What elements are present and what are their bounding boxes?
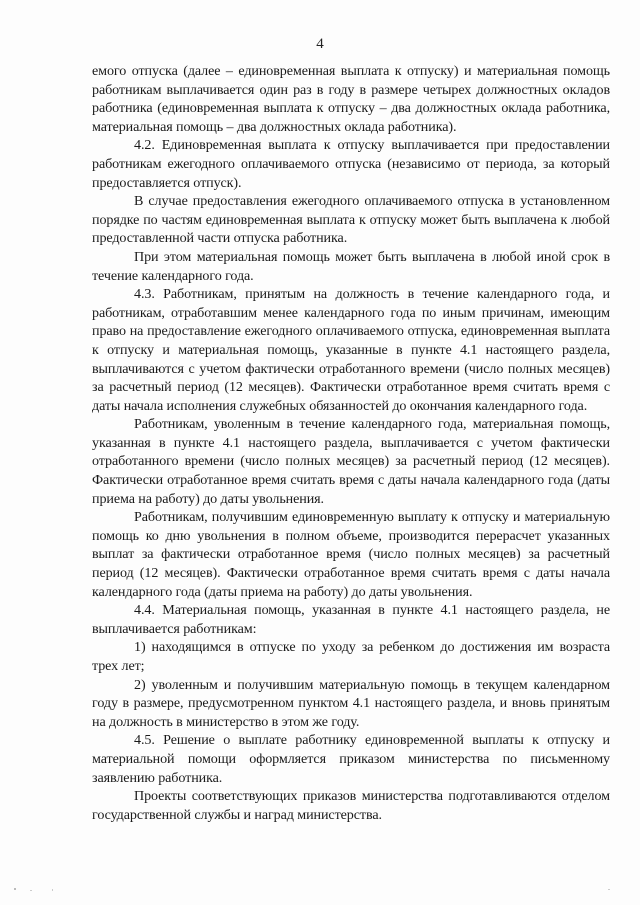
paragraph-material-help-timing: При этом материальная помощь может быть выплачена в любой иной срок в течение календарного года. bbox=[92, 248, 610, 284]
paragraph-partial-leave: В случае предоставления ежегодного оплачиваемого отпуска в установленном порядке по частям единовременная выплата к отпуску может быть выплачена к любой предоставленной части отпуска работника. bbox=[92, 193, 610, 247]
page-number: 4 bbox=[316, 36, 324, 52]
list-item-2: 2) уволенным и получившим материальную помощь в текущем календарном году в размере, предусмотренном пунктом 4.1 настоящего раздела, и вновь принятым на должность в министерство в этом же году. bbox=[92, 676, 610, 730]
scan-speck bbox=[52, 889, 53, 891]
paragraph-4-3: 4.3. Работникам, принятым на должность в течение календарного года, и работникам, отработавшим менее календарного года по иным причинам, имеющим право на предоставление ежегодного оплачиваемого отпуска, единовременная выплата к отпуску и материальная помощь, указанные в пункте 4.1 настоящего раздела, выплачиваются с учетом фактически отработанного времени (число полных месяцев) за расчетный период (12 месяцев). Фактически отработанное время считать время с даты начала исполнения служебных обязанностей до окончания календарного года. bbox=[92, 286, 610, 414]
paragraph-4-2: 4.2. Единовременная выплата к отпуску выплачивается при предоставлении работникам ежегодного оплачиваемого отпуска (независимо от периода, за который предоставляется отпуск). bbox=[92, 137, 610, 191]
paragraph-recalculation: Работникам, получившим единовременную выплату к отпуску и материальную помощь ко дню увольнения в полном объеме, производится перерасчет указанных выплат за фактически отработанное время (число полных месяцев) за расчетный период (12 месяцев). Фактически отработанное время считать время с даты начала календарного года (даты приема на работу) до даты увольнения. bbox=[92, 509, 610, 600]
paragraph-orders-preparation: Проекты соответствующих приказов министерства подготавливаются отделом государственной службы и наград министерства. bbox=[92, 788, 610, 823]
document-body bbox=[92, 62, 610, 824]
scan-speck bbox=[30, 890, 32, 891]
scan-speck bbox=[14, 888, 16, 890]
paragraph-4-5: 4.5. Решение о выплате работнику единовременной выплаты к отпуску и материальной помощи оформляется приказом министерства по письменному заявлению работника. bbox=[92, 732, 610, 786]
list-item-1: 1) находящимся в отпуске по уходу за ребенком до достижения им возраста трех лет; bbox=[92, 639, 610, 674]
scan-speck bbox=[608, 889, 610, 890]
paragraph-4-4: 4.4. Материальная помощь, указанная в пункте 4.1 настоящего раздела, не выплачивается работникам: bbox=[92, 602, 610, 637]
paragraph-continuation: емого отпуска (далее – единовременная выплата к отпуску) и материальная помощь работникам выплачивается один раз в году в размере четырех должностных окладов работника (единовременная выплата к отпуску – два должностных оклада работника, материальная помощь – два должностных оклада работника). bbox=[92, 63, 610, 135]
paragraph-dismissed-workers: Работникам, уволенным в течение календарного года, материальная помощь, указанная в пункте 4.1 настоящего раздела, выплачивается с учетом фактически отработанного времени (число полных месяцев) за расчетный период (12 месяцев). Фактически отработанное время считать время с даты начала календарного года (даты приема на работу) до даты увольнения. bbox=[92, 416, 610, 507]
